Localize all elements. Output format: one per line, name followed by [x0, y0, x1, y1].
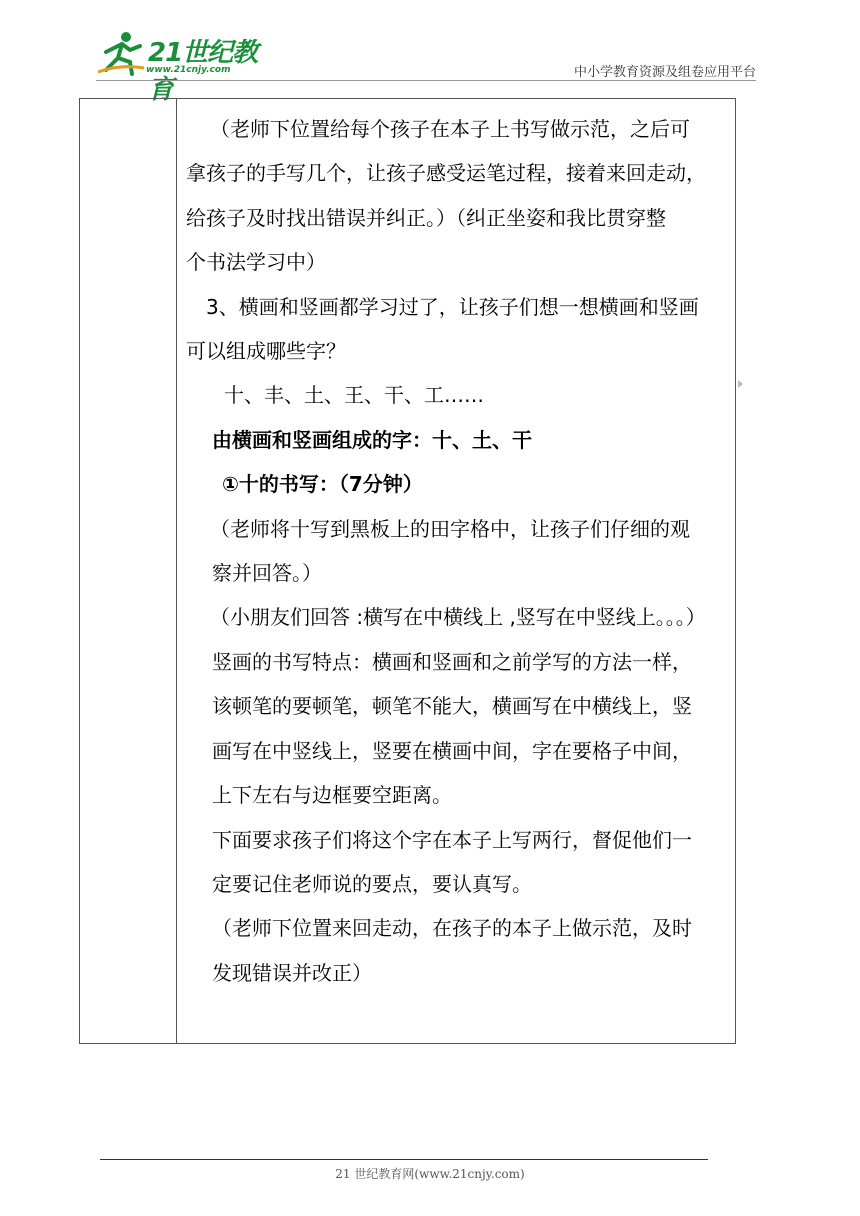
text-line: 画写在中竖线上，竖要在横画中间，字在要格子中间，	[212, 738, 692, 763]
text-line: 上下左右与边框要空距离。	[212, 783, 452, 808]
runner-logo-icon	[96, 30, 146, 76]
text-line: 个书法学习中）	[186, 250, 326, 275]
site-logo	[96, 30, 266, 105]
text-line: 竖画的书写特点：横画和竖画和之前学写的方法一样，	[212, 649, 692, 674]
header-divider	[96, 80, 756, 81]
footer-divider	[100, 1159, 708, 1160]
text-line: 十、丰、土、王、干、工……	[224, 383, 484, 408]
footer-text: 21 世纪教育网(www.21cnjy.com)	[335, 1167, 525, 1181]
lesson-content-cell	[186, 107, 734, 995]
text-line: （老师下位置给每个孩子在本子上书写做示范，之后可	[210, 117, 690, 141]
text-line: 定要记住老师说的要点，要认真写。	[212, 871, 532, 896]
text-line: 该顿笔的要顿笔，顿笔不能大，横画写在中横线上，竖	[212, 694, 692, 719]
platform-name: 中小学教育资源及组卷应用平台	[573, 65, 756, 80]
text-line: 给孩子及时找出错误并纠正。）（纠正坐姿和我比贯穿整	[186, 205, 666, 230]
logo-text: 21世纪教育	[148, 38, 258, 105]
text-line: （老师下位置来回走动，在孩子的本子上做示范，及时	[212, 916, 692, 941]
text-line: （老师将十写到黑板上的田字格中，让孩子们仔细的观	[210, 516, 690, 541]
text-line: 发现错误并改正）	[212, 960, 372, 985]
subsection-heading: ①十的书写：（7分钟）	[222, 472, 423, 497]
table-column-divider	[176, 99, 177, 1043]
section-heading: 由横画和竖画组成的字：十、土、干	[212, 427, 532, 452]
text-line: 3、横画和竖画都学习过了，让孩子们想一想横画和竖画	[206, 294, 699, 319]
lesson-table	[79, 98, 736, 1044]
text-line: 拿孩子的手写几个，让孩子感受运笔过程，接着来回走动，	[186, 161, 706, 186]
scroll-arrow-icon	[738, 380, 743, 388]
text-line: （小朋友们回答 :横写在中横线上 ,竖写在中竖线上。。。）	[210, 605, 706, 630]
logo-url: www.21cnjy.com	[146, 65, 231, 75]
text-line: 可以组成哪些字？	[186, 339, 346, 364]
text-line: 下面要求孩子们将这个字在本子上写两行，督促他们一	[212, 827, 692, 852]
text-line: 察并回答。）	[212, 561, 322, 586]
